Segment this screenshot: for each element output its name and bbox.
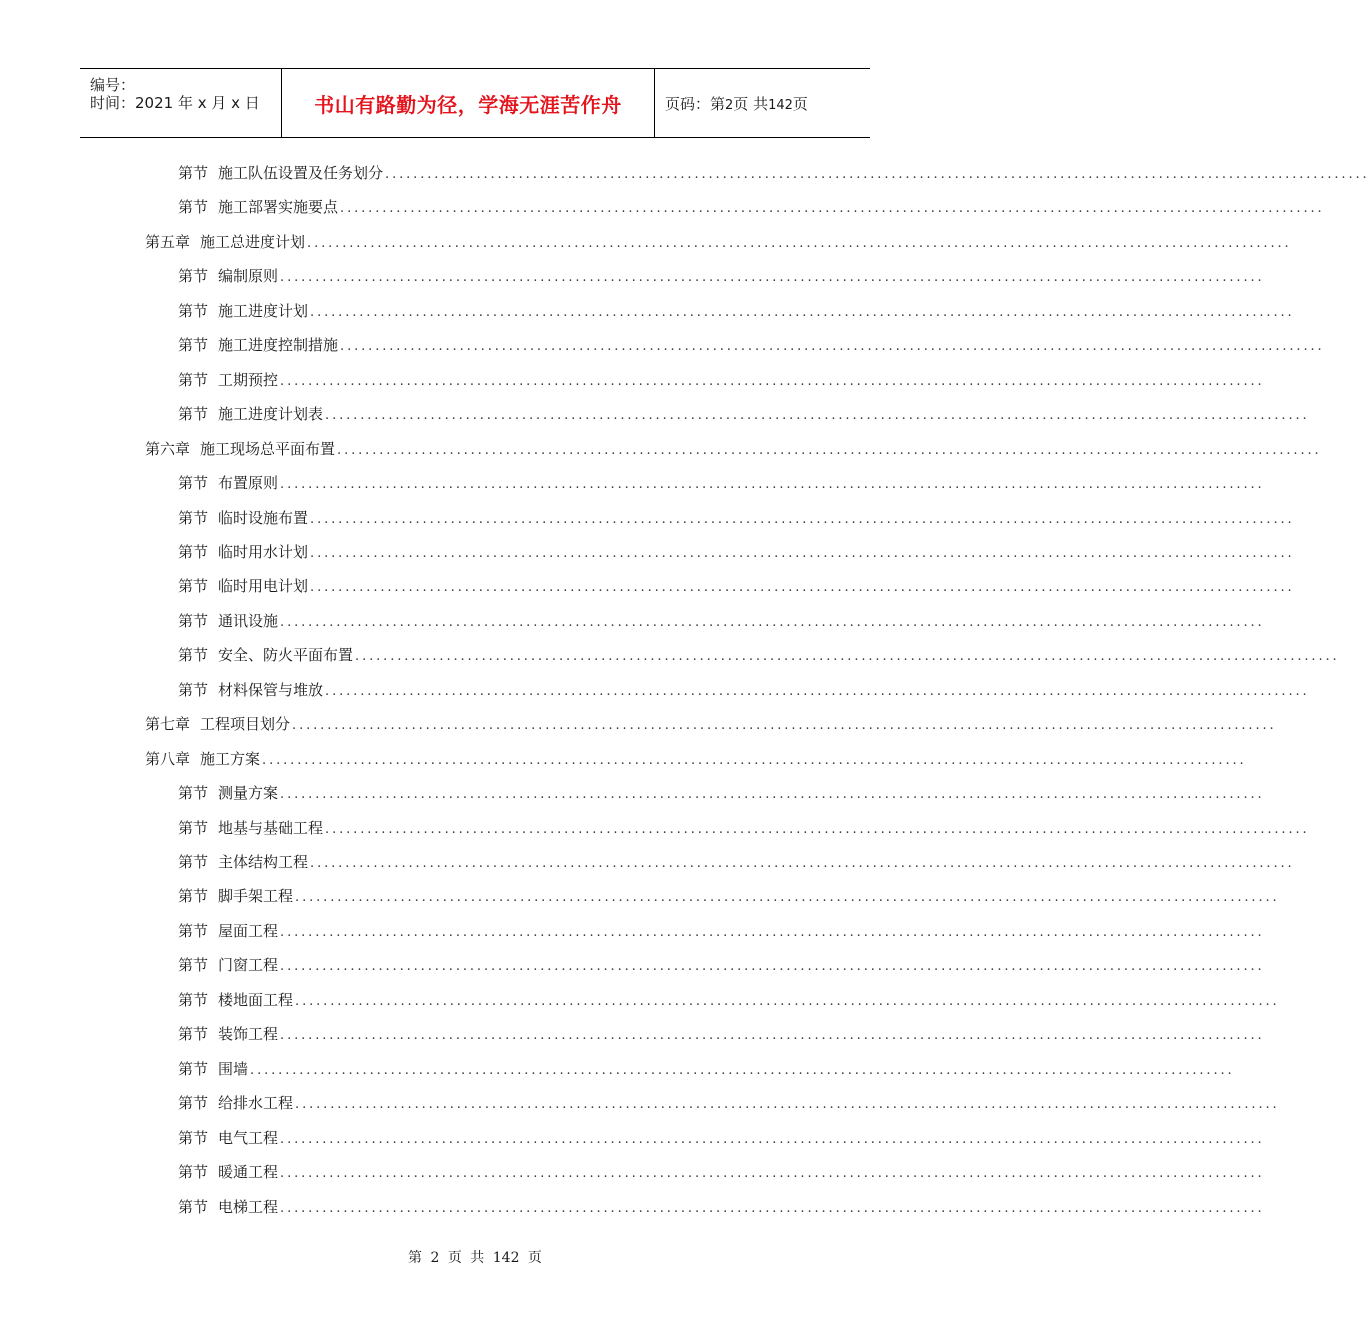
toc-entry-number: 第节 — [178, 1025, 209, 1044]
toc-leader-dots: ............................................................................................................................................ — [310, 511, 1295, 527]
toc-entry-title: 楼地面工程 — [218, 990, 294, 1009]
toc-entry-number: 第五章 — [145, 232, 191, 251]
page-mid: 页 共 — [733, 94, 769, 113]
toc-leader-dots: ............................................................................................................................................ — [385, 167, 1370, 182]
toc-chapter-entry[interactable] — [145, 713, 1277, 734]
toc-leader-dots: ............................................................................................................................................ — [310, 304, 1295, 320]
toc-section-entry[interactable] — [178, 610, 1265, 631]
toc-section-entry[interactable] — [178, 196, 1325, 217]
toc-chapter-entry[interactable] — [145, 231, 1292, 252]
toc-entry-title: 脚手架工程 — [218, 887, 294, 906]
toc-entry-title: 地基与基础工程 — [218, 818, 324, 837]
toc-entry-title: 施工现场总平面布置 — [200, 439, 336, 458]
toc-section-entry[interactable] — [178, 334, 1325, 355]
toc-leader-dots: ............................................................................................................................................ — [280, 1131, 1265, 1147]
page-info — [665, 93, 808, 114]
toc-entry-number: 第节 — [178, 1128, 209, 1147]
toc-entry-title: 电气工程 — [218, 1128, 279, 1147]
time-label: 时间：2021 年 x 月 x 日 — [90, 94, 260, 112]
toc-section-entry[interactable] — [178, 265, 1265, 286]
toc-entry-title: 施工部署实施要点 — [218, 198, 339, 217]
toc-section-entry[interactable] — [178, 954, 1265, 975]
toc-leader-dots: ............................................................................................................................................ — [262, 752, 1247, 768]
toc-entry-number: 第节 — [178, 611, 209, 630]
toc-section-entry[interactable] — [178, 369, 1265, 390]
toc-entry-number: 第节 — [178, 405, 209, 424]
toc-section-entry[interactable] — [178, 300, 1295, 321]
toc-entry-number: 第节 — [178, 198, 209, 217]
toc-entry-title: 临时设施布置 — [218, 508, 309, 527]
toc-entry-number: 第八章 — [145, 749, 191, 768]
toc-leader-dots: ............................................................................................................................................ — [280, 1028, 1265, 1044]
toc-entry-title: 装饰工程 — [218, 1025, 279, 1044]
toc-entry-number: 第节 — [178, 508, 209, 527]
number-label: 编号： — [90, 76, 136, 94]
toc-section-entry[interactable] — [178, 989, 1280, 1010]
toc-entry-title: 主体结构工程 — [218, 853, 309, 871]
toc-entry-number: 第节 — [178, 784, 209, 803]
toc-section-entry[interactable] — [178, 541, 1295, 562]
toc-section-entry[interactable] — [178, 1058, 1235, 1079]
toc-entry-title: 暖通工程 — [218, 1163, 279, 1182]
toc-entry-number: 第节 — [178, 1163, 209, 1182]
toc-entry-number: 第节 — [178, 1197, 209, 1216]
toc-section-entry[interactable] — [178, 1127, 1265, 1148]
toc-entry-title: 材料保管与堆放 — [218, 680, 324, 699]
toc-entry-number: 第节 — [178, 956, 209, 975]
toc-entry-title: 工期预控 — [218, 370, 279, 389]
toc-entry-number: 第节 — [178, 887, 209, 906]
toc-entry-title: 临时用水计划 — [218, 542, 309, 561]
toc-section-entry[interactable] — [178, 817, 1310, 838]
toc-leader-dots: ............................................................................................................................................ — [295, 890, 1280, 906]
toc-entry-number: 第节 — [178, 990, 209, 1009]
toc-leader-dots: ............................................................................................................................................ — [280, 373, 1265, 389]
toc-leader-dots: ............................................................................................................................................ — [280, 477, 1265, 493]
toc-leader-dots: ............................................................................................................................................ — [280, 270, 1265, 286]
page-footer: 第 2 页 共 142 页 — [408, 1250, 542, 1266]
header-motto-cell — [282, 69, 655, 137]
toc-section-entry[interactable] — [178, 507, 1295, 528]
toc-entry-title: 通讯设施 — [218, 611, 279, 630]
toc-leader-dots: ............................................................................................................................................ — [250, 1062, 1235, 1078]
toc-chapter-entry[interactable] — [145, 748, 1247, 769]
toc-entry-title: 给排水工程 — [218, 1094, 294, 1113]
toc-entry-title: 施工进度计划 — [218, 301, 309, 320]
toc-entry-number: 第节 — [178, 1094, 209, 1113]
toc-leader-dots: ............................................................................................................................................ — [310, 580, 1295, 596]
toc-entry-number: 第节 — [178, 853, 209, 871]
toc-section-entry[interactable] — [178, 1092, 1280, 1113]
toc-entry-number: 第节 — [178, 542, 209, 561]
toc-entry-title: 布置原则 — [218, 474, 279, 493]
toc-entry-title: 施工进度控制措施 — [218, 336, 339, 355]
toc-leader-dots: ............................................................................................................................................ — [295, 993, 1280, 1009]
toc-leader-dots: ............................................................................................................................................ — [280, 1200, 1265, 1216]
toc-entry-title: 编制原则 — [218, 267, 279, 286]
page-suffix: 页 — [792, 94, 808, 113]
toc-entry-title: 临时用电计划 — [218, 577, 309, 596]
toc-entry-number: 第节 — [178, 646, 209, 665]
toc-entry-title: 围墙 — [218, 1059, 249, 1078]
toc-leader-dots: ............................................................................................................................................ — [307, 235, 1292, 251]
toc-section-entry[interactable] — [178, 403, 1310, 424]
toc-entry-title: 施工方案 — [200, 749, 261, 768]
toc-leader-dots: ............................................................................................................................................ — [310, 856, 1295, 871]
toc-entry-title: 施工总进度计划 — [200, 232, 306, 251]
toc-leader-dots: ............................................................................................................................................ — [337, 442, 1322, 458]
toc-leader-dots: ............................................................................................................................................ — [295, 1097, 1280, 1113]
toc-entry-number: 第节 — [178, 336, 209, 355]
header-meta — [80, 69, 282, 137]
toc-chapter-entry[interactable] — [145, 438, 1322, 459]
toc-entry-number: 第节 — [178, 301, 209, 320]
toc-entry-title: 施工进度计划表 — [218, 405, 324, 424]
toc-section-entry[interactable] — [178, 162, 1370, 183]
toc-leader-dots: ............................................................................................................................................ — [340, 201, 1325, 217]
toc-entry-title: 施工队伍设置及任务划分 — [218, 164, 384, 182]
toc-section-entry[interactable] — [178, 644, 1340, 665]
page-prefix: 页码：第 — [665, 94, 726, 113]
page-current: 2 — [725, 97, 734, 113]
page-header — [80, 68, 870, 138]
toc-entry-title: 测量方案 — [218, 784, 279, 803]
toc-entry-title: 工程项目划分 — [200, 715, 291, 734]
toc-entry-title: 电梯工程 — [218, 1197, 279, 1216]
toc-section-entry[interactable] — [178, 1023, 1265, 1044]
toc-leader-dots: ............................................................................................................................................ — [310, 545, 1295, 561]
toc-entry-number: 第节 — [178, 577, 209, 596]
toc-leader-dots: ............................................................................................................................................ — [325, 408, 1310, 424]
toc-leader-dots: ............................................................................................................................................ — [280, 787, 1265, 803]
toc-section-entry[interactable] — [178, 1196, 1265, 1217]
toc-section-entry[interactable] — [178, 1161, 1265, 1182]
motto-text: 书山有路勤为径，学海无涯苦作舟 — [314, 92, 622, 117]
toc-entry-number: 第节 — [178, 267, 209, 286]
toc-leader-dots: ............................................................................................................................................ — [355, 649, 1340, 665]
toc-entry-number: 第节 — [178, 164, 209, 182]
toc-entry-title: 门窗工程 — [218, 956, 279, 975]
toc-section-entry[interactable] — [178, 575, 1295, 596]
toc-leader-dots: ............................................................................................................................................ — [280, 1166, 1265, 1182]
page-total: 142 — [768, 97, 793, 113]
toc-section-entry[interactable] — [178, 851, 1295, 872]
toc-entry-number: 第节 — [178, 474, 209, 493]
toc-entry-number: 第六章 — [145, 439, 191, 458]
toc-section-entry[interactable] — [178, 782, 1265, 803]
toc-entry-number: 第节 — [178, 370, 209, 389]
toc-entry-number: 第七章 — [145, 715, 191, 734]
toc-section-entry[interactable] — [178, 920, 1265, 941]
toc-entry-number: 第节 — [178, 1059, 209, 1078]
toc-leader-dots: ............................................................................................................................................ — [292, 718, 1277, 734]
header-page-info — [655, 69, 870, 137]
toc-leader-dots: ............................................................................................................................................ — [325, 683, 1310, 699]
toc-leader-dots: ............................................................................................................................................ — [280, 959, 1265, 975]
toc-leader-dots: ............................................................................................................................................ — [325, 821, 1310, 837]
toc-section-entry[interactable] — [178, 472, 1265, 493]
toc-entry-number: 第节 — [178, 921, 209, 940]
toc-entry-title: 安全、防火平面布置 — [218, 646, 354, 665]
toc-leader-dots: ............................................................................................................................................ — [280, 614, 1265, 630]
toc-entry-number: 第节 — [178, 818, 209, 837]
toc-section-entry[interactable] — [178, 679, 1310, 700]
toc-section-entry[interactable] — [178, 885, 1280, 906]
toc-entry-number: 第节 — [178, 680, 209, 699]
toc-leader-dots: ............................................................................................................................................ — [340, 339, 1325, 355]
toc-entry-title: 屋面工程 — [218, 921, 279, 940]
toc-leader-dots: ............................................................................................................................................ — [280, 924, 1265, 940]
